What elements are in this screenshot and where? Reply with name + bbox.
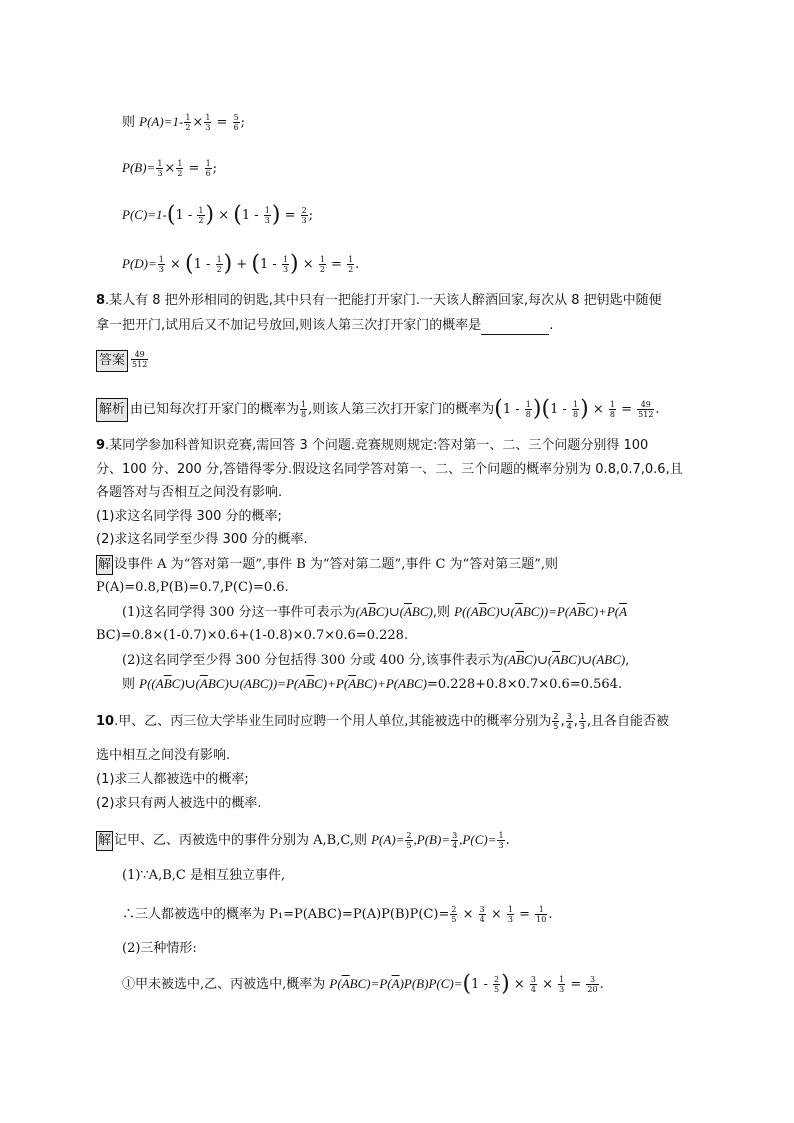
fraction: $\frac{1}{3}$	[158, 255, 164, 274]
solution-text: (2)这名同学至少得 300 分包括得 300 分或 400 分,该事件表示为	[122, 653, 504, 668]
sub-question: (2)求这名同学至少得 300 分的概率.	[96, 532, 308, 547]
fraction: $\frac{1}{2}$	[185, 113, 191, 132]
equals-sign: =	[184, 161, 204, 176]
solution-text: ①甲未被选中,乙、丙被选中,概率为	[122, 977, 330, 992]
question-10-sub-2	[96, 795, 262, 813]
analysis-tag: 解析	[96, 398, 128, 422]
solution-10-line-5: ①甲未被选中,乙、丙被选中,概率为 $P(\overline{A}BC)=P(\overline{A})P(B)P(C)=(1$ - $\frac{2}{5}$ ) × $\frac{3}{4}$ × $\frac{1}{3}$ = $\frac{3}{20}$ .	[122, 971, 604, 997]
sub-question: (1)求三人都被选中的概率;	[96, 772, 249, 787]
question-10-line-1: 10.甲、乙、丙三位大学毕业生同时应聘一个用人单位,其能被选中的概率分别为 $\frac{2}{5}$ , $\frac{3}{4}$ , $\frac{1}{3}$ ,且各自能否被	[96, 712, 670, 731]
fraction: $\frac{1}{2}$	[177, 159, 183, 178]
question-text: .某人有 8 把外形相同的钥匙,其中只有一把能打开家门.一天该人醉酒回家,每次从 8 把钥匙中随便	[105, 293, 662, 308]
solution-line-pb	[122, 159, 217, 178]
punct: ;	[240, 115, 246, 130]
question-9-line-1	[96, 437, 648, 455]
fraction: $\frac{1}{3}$	[157, 159, 163, 178]
question-8-line-1	[96, 292, 662, 310]
solution-tag: 解	[96, 831, 113, 851]
solution-line-pc: P(C)=1-(1 - $\frac{1}{2}$ ) × (1 - $\frac{1}{3}$ ) = $\frac{2}{3}$ ;	[122, 202, 314, 228]
fraction: $\frac{1}{3}$	[282, 255, 289, 274]
fraction: $\frac{1}{3}$	[264, 206, 270, 225]
equals-sign: =	[212, 115, 232, 130]
analysis-text: 由已知每次打开家门的概率为	[130, 402, 300, 417]
fraction: $\frac{1}{2}$	[319, 255, 325, 274]
solution-text: P(A)=0.8,P(B)=0.7,P(C)=0.6.	[96, 580, 289, 595]
fraction: $\frac{5}{6}$	[233, 113, 239, 132]
solution-10-line-3: ∴三人都被选中的概率为 P₁=P(ABC)=P(A)P(B)P(C)= $\frac{2}{5}$ × $\frac{3}{4}$ × $\frac{1}{3}$ = $\frac{1}{10}$ .	[122, 905, 553, 924]
solution-9-line-1	[96, 555, 558, 575]
formula: P(B)=	[122, 160, 156, 175]
times-sign: ×	[192, 115, 204, 130]
solution-text: ∴三人都被选中的概率为 P₁=P(ABC)=P(A)P(B)P(C)=	[122, 907, 450, 922]
formula: P(D)=	[122, 256, 157, 271]
question-9-line-3	[96, 484, 282, 502]
solution-tag: 解	[96, 555, 113, 575]
answer-blank	[481, 322, 549, 335]
solution-10-line-4	[122, 940, 197, 958]
solution-text: BC)=0.8×(1-0.7)×0.6+(1-0.8)×0.7×0.6=0.228.	[96, 628, 409, 643]
question-text: 分、100 分、200 分,答错得零分.假设这名同学答对第一、二、三个问题的概率分别为 0.8,0.7,0.6,且	[96, 462, 683, 477]
question-9-sub-1	[96, 508, 282, 526]
solution-9-line-5: (2)这名同学至少得 300 分包括得 300 分或 400 分,该事件表示为$(A\overline{B}C)\cup(\overline{A}BC)\cup(ABC)$,	[122, 652, 630, 668]
answer-tag: 答案	[96, 350, 128, 372]
solution-9-line-4	[96, 627, 408, 645]
question-text: 选中相互之间没有影响.	[96, 748, 231, 763]
solution-text: (1)∵A,B,C 是相互独立事件,	[122, 868, 286, 883]
question-9-sub-2	[96, 531, 308, 549]
solution-line-pa	[122, 113, 245, 132]
question-10-sub-1	[96, 771, 249, 789]
solution-text: 则	[122, 677, 140, 692]
fraction: $\frac{1}{2}$	[348, 255, 354, 274]
question-number: 8	[96, 293, 106, 308]
answer-fraction: $\frac{49}{512}$	[132, 350, 148, 369]
question-8-line-2: 拿一把开门,试用后又不加记号放回,则该人第三次打开家门的概率是 .	[96, 318, 554, 333]
solution-9-line-2	[96, 579, 289, 597]
fraction: $\frac{1}{2}$	[198, 206, 204, 225]
solution-9-line-3: (1)这名同学得 300 分这一事件可表示为$(A\overline{B}C)\cup(\overline{A}BC)$,则 $P((A\overline{B}C)\cup(\overline{A}BC))=P(A\overline{B}C)+P(\overline{A}$	[122, 604, 628, 620]
solution-line-pd: P(D)= $\frac{1}{3}$ × (1 - $\frac{1}{2}$ ) + (1 - $\frac{1}{3}$ ) × $\frac{1}{2}$ = $\frac{1}{2}$ .	[122, 251, 360, 277]
question-text: 各题答对与否相互之间没有影响.	[96, 485, 283, 500]
solution-text: 设事件 A 为“答对第一题”,事件 B 为“答对第二题”,事件 C 为“答对第三题”,则	[114, 557, 558, 572]
text: 则	[122, 115, 136, 130]
question-10-line-2	[96, 747, 230, 765]
fraction: $\frac{1}{2}$	[216, 255, 222, 274]
answer-line	[96, 350, 149, 372]
solution-10-line-2	[122, 867, 285, 885]
formula: P(A)=1-	[139, 114, 184, 129]
fraction: $\frac{1}{3}$	[205, 113, 211, 132]
formula: P(C)=1-	[122, 207, 167, 222]
question-text: 拿一把开门,试用后又不加记号放回,则该人第三次打开家门的概率是	[96, 318, 482, 333]
punct: ;	[212, 161, 218, 176]
sub-question: (2)求只有两人被选中的概率.	[96, 796, 262, 811]
solution-10-line-1: 解 记甲、乙、丙被选中的事件分别为 A,B,C,则 P(A)= $\frac{2}{5}$ ,P(B)= $\frac{3}{4}$ ,P(C)= $\frac{1}{3}$ .	[98, 831, 510, 850]
analysis-line: 解析 由已知每次打开家门的概率为 $\frac{1}{8}$ ,则该人第三次打开家门的概率为(1 - $\frac{1}{8}$ )(1 - $\frac{1}{8}$ ) × $\frac{1}{8}$ = $\frac{49}{512}$ .	[96, 398, 660, 422]
times-sign: ×	[164, 161, 176, 176]
solution-9-line-6: 则 $P((A\overline{B}C)\cup(\overline{A}BC)\cup(ABC))=P(A\overline{B}C)+P(\overline{A}BC)+P(ABC)=0.228+0.8\times 0.7\times 0.6=0.564$.	[122, 676, 623, 692]
fraction: $\frac{1}{6}$	[205, 159, 211, 178]
question-number: 10	[96, 714, 115, 729]
solution-text: (2)三种情形:	[122, 941, 197, 956]
question-9-line-2	[96, 461, 683, 479]
question-text: .某同学参加科普知识竞赛,需回答 3 个问题.竞赛规则规定:答对第一、二、三个问题分别得 100	[105, 438, 649, 453]
question-text: .甲、乙、丙三位大学毕业生同时应聘一个用人单位,其能被选中的概率分别为	[114, 714, 552, 729]
fraction: $\frac{2}{3}$	[301, 206, 307, 225]
sub-question: (1)求这名同学得 300 分的概率;	[96, 509, 282, 524]
solution-text: (1)这名同学得 300 分这一事件可表示为	[122, 605, 356, 620]
question-number: 9	[96, 438, 106, 453]
solution-text: 记甲、乙、丙被选中的事件分别为 A,B,C,则	[114, 833, 372, 848]
